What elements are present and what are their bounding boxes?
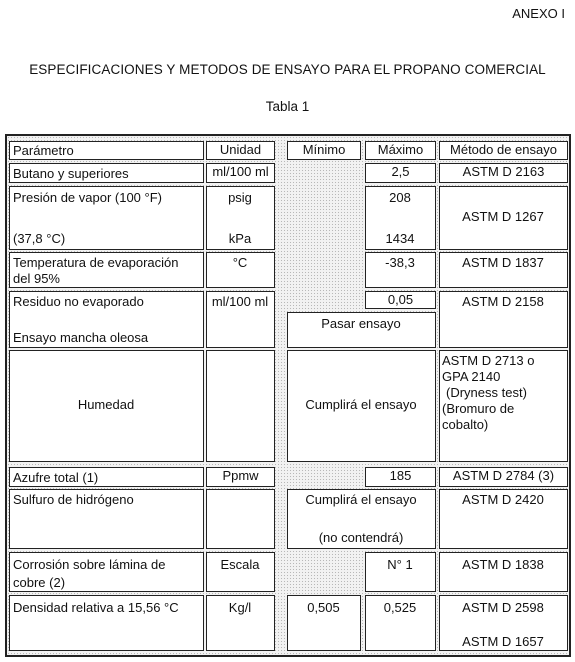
row-butano-unit (206, 163, 275, 183)
row-residuo-unit (206, 291, 275, 348)
row-residuo-max (365, 291, 436, 309)
temperatura-param-line2: del 95% (13, 271, 60, 286)
row-sulfuro-minmax (287, 489, 436, 549)
header-maximo (365, 141, 436, 160)
butano-unit-text: ml/100 ml (212, 164, 269, 179)
row-butano-max (365, 163, 436, 183)
residuo-unit-text: ml/100 ml (211, 294, 269, 309)
densidad-method-line1: ASTM D 2598 (462, 600, 544, 615)
row-butano-method (439, 163, 568, 183)
header-minimo-text: Mínimo (302, 142, 346, 157)
row-corrosion-method (439, 552, 568, 592)
row-residuo-pasar (287, 312, 436, 348)
annex-label: ANEXO I (512, 6, 565, 21)
sulfuro-minmax-line1: Cumplirá el ensayo (305, 492, 417, 507)
header-unidad (206, 141, 275, 160)
row-temperatura-param (9, 252, 204, 288)
presion-param-line1: Presión de vapor (100 °F) (13, 190, 162, 205)
row-presion-param (9, 186, 204, 250)
butano-method-text: ASTM D 2163 (462, 164, 545, 179)
header-metodo-text: Método de ensayo (450, 142, 557, 157)
residuo-pasar-text: Pasar ensayo (321, 316, 401, 331)
humedad-method-line2: GPA 2140 (442, 369, 501, 384)
humedad-param-text: Humedad (77, 397, 135, 412)
azufre-unit-text: Ppmw (222, 468, 259, 483)
corrosion-unit-text: Escala (220, 557, 260, 572)
butano-param-text: Butano y superiores (13, 166, 129, 181)
presion-max-line2: 1434 (385, 231, 415, 246)
azufre-max-text: 185 (389, 468, 412, 483)
row-azufre-method (439, 467, 568, 487)
presion-param-line2: (37,8 °C) (13, 231, 66, 246)
azufre-method-text: ASTM D 2784 (3) (452, 468, 555, 483)
butano-max-text: 2,5 (391, 164, 410, 179)
temperatura-max-text: -38,3 (385, 255, 415, 270)
spec-table (5, 134, 571, 657)
residuo-method-text: ASTM D 2158 (462, 294, 544, 309)
header-minimo (287, 141, 361, 160)
row-sulfuro-unit (206, 489, 275, 549)
humedad-method-line4: (Bromuro de (442, 401, 515, 416)
row-corrosion-param (9, 552, 204, 592)
residuo-param-line2: Ensayo mancha oleosa (13, 330, 149, 345)
row-temperatura-unit (206, 252, 275, 288)
residuo-max-text: 0,05 (387, 292, 414, 307)
corrosion-method-text: ASTM D 1838 (462, 557, 544, 572)
row-humedad-unit (206, 350, 275, 462)
row-butano-param (9, 163, 204, 183)
humedad-method-line3: (Dryness test) (446, 385, 527, 400)
header-metodo (439, 141, 568, 160)
row-sulfuro-method (439, 489, 568, 549)
presion-unit-line1: psig (228, 190, 252, 205)
table-caption: Tabla 1 (265, 99, 310, 114)
azufre-param-text: Azufre total (1) (13, 470, 99, 485)
row-humedad-method (439, 350, 568, 462)
presion-method-text: ASTM D 1267 (462, 209, 544, 224)
row-presion-max (365, 186, 436, 250)
row-corrosion-unit (206, 552, 275, 592)
densidad-max-text: 0,525 (383, 600, 417, 615)
header-unidad-text: Unidad (219, 142, 262, 157)
humedad-method-line5: cobalto) (442, 417, 489, 432)
sulfuro-method-text: ASTM D 2420 (462, 492, 544, 507)
densidad-unit-text: Kg/l (228, 600, 252, 615)
row-residuo-method (439, 291, 568, 348)
temperatura-unit-text: °C (232, 255, 248, 270)
row-humedad-param (9, 350, 204, 462)
header-parametro (9, 141, 204, 160)
temperatura-param-line1: Temperatura de evaporación (13, 255, 179, 270)
row-temperatura-method (439, 252, 568, 288)
row-densidad-unit (206, 595, 275, 651)
row-densidad-min (287, 595, 361, 651)
row-azufre-max (365, 467, 436, 487)
sulfuro-minmax-line2: (no contendrá) (318, 530, 404, 545)
densidad-min-text: 0,505 (307, 600, 340, 615)
corrosion-max-text: N° 1 (387, 557, 413, 572)
row-temperatura-max (365, 252, 436, 288)
row-densidad-method (439, 595, 568, 651)
row-densidad-param (9, 595, 204, 651)
row-azufre-param (9, 467, 204, 487)
row-corrosion-max (365, 552, 436, 592)
corrosion-param-line1: Corrosión sobre lámina de (13, 557, 166, 572)
humedad-minmax-text: Cumplirá el ensayo (305, 397, 417, 412)
row-presion-unit (206, 186, 275, 250)
row-humedad-minmax (287, 350, 436, 462)
densidad-param-text: Densidad relativa a 15,56 °C (13, 600, 179, 615)
humedad-method-line1: ASTM D 2713 o (442, 353, 535, 368)
row-azufre-unit (206, 467, 275, 487)
presion-max-line1: 208 (389, 190, 411, 205)
row-sulfuro-param (9, 489, 204, 549)
row-densidad-max (365, 595, 436, 651)
header-maximo-text: Máximo (377, 142, 424, 157)
residuo-param-line1: Residuo no evaporado (13, 294, 144, 309)
temperatura-method-text: ASTM D 1837 (462, 255, 544, 270)
sulfuro-param-text: Sulfuro de hidrógeno (13, 492, 134, 507)
presion-unit-line2: kPa (228, 231, 252, 246)
densidad-method-line2: ASTM D 1657 (462, 634, 544, 649)
header-parametro-text: Parámetro (13, 143, 74, 158)
corrosion-param-line2: cobre (2) (13, 575, 66, 590)
row-residuo-param (9, 291, 204, 348)
document-title: ESPECIFICACIONES Y METODOS DE ENSAYO PARA EL PROPANO COMERCIAL (29, 62, 546, 77)
row-presion-method (439, 186, 568, 250)
